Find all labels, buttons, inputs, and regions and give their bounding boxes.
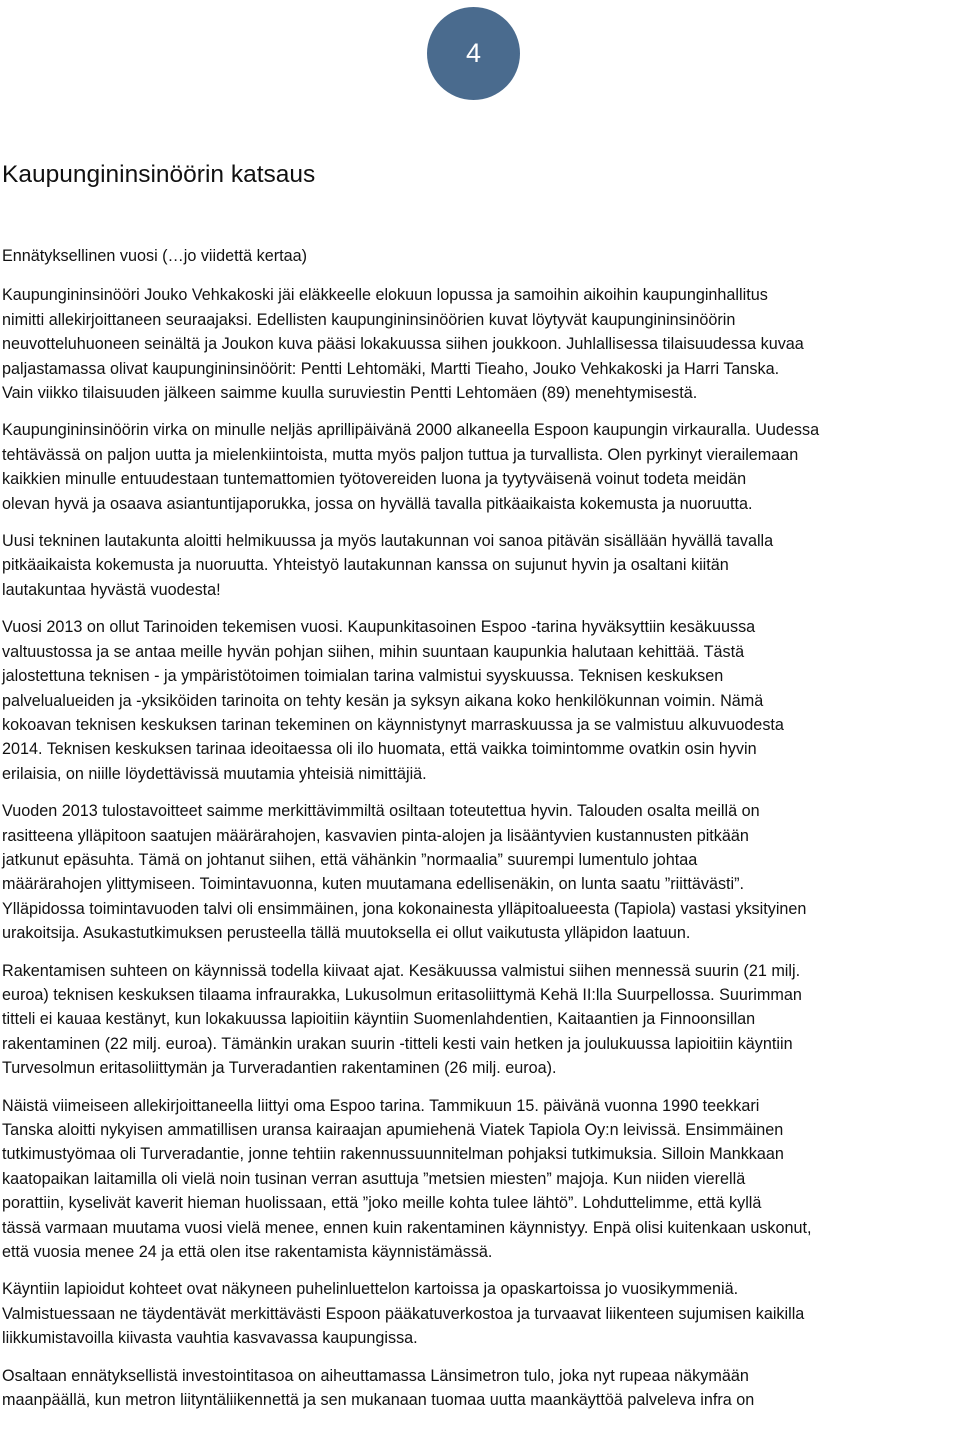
paragraph-line: kaatopaikan laitamilla oli vielä noin tusinan verran asuttuja ”metsien miesten” majoja. Kun niiden vierellä (2, 1169, 746, 1188)
document-body (2, 244, 960, 1425)
paragraph (2, 959, 960, 1081)
paragraph (2, 529, 960, 602)
paragraph-line: paljastamassa olivat kaupungininsinöörit: Pentti Lehtomäki, Martti Tieaho, Jouko Vehkakoski ja Harri Tanska. (2, 359, 780, 378)
paragraph-line: Vuosi 2013 on ollut Tarinoiden tekemisen vuosi. Kaupunkitasoinen Espoo -tarina hyväksyttiin kesäkuussa (2, 618, 756, 637)
paragraph-line: jatkunut epäsuhta. Tämä on johtanut siihen, että vähänkin ”normaalia” suurempi lumentulo johtaa (2, 850, 698, 869)
paragraph-line: Vain viikko tilaisuuden jälkeen saimme kuulla suruviestin Pentti Lehtomäen (89) menehtymisestä. (2, 384, 698, 403)
paragraph-line: euroa) teknisen keskuksen tilaama infraurakka, Lukusolmun eritasoliittymä Kehä II:lla Suurpellossa. Suurimman (2, 985, 802, 1004)
paragraph-line: jalostettuna teknisen - ja ympäristötoimen toimialan tarina valmistui syyskuussa. Teknisen keskuksen (2, 667, 724, 686)
paragraph-line: Käyntiin lapioidut kohteet ovat näkyneen puhelinluettelon kartoissa ja opaskartoissa jo vuosikymmeniä. (2, 1280, 739, 1299)
paragraph (2, 1277, 960, 1350)
paragraph-line: Rakentamisen suhteen on käynnissä todella kiivaat ajat. Kesäkuussa valmistui siihen mennessä suurin (21 milj. (2, 961, 801, 980)
paragraph-line: 2014. Teknisen keskuksen tarinaa ideoitaessa oli ilo huomata, että vaikka toimintomme ovatkin osin hyvin (2, 740, 757, 759)
paragraph (2, 1094, 960, 1265)
paragraph-line: rasitteena ylläpitoon saatujen määrärahojen, kasvavien pinta-alojen ja lisääntyvien kustannusten pitkään (2, 826, 749, 845)
paragraph-line: kokoavan teknisen keskuksen tarinan tekeminen on käynnistynyt marraskuussa ja se valmistuu alkuvuodesta (2, 715, 784, 734)
page-number-badge (427, 7, 520, 100)
paragraph-line: nimitti allekirjoittaneen seuraajaksi. Edellisten kaupungininsinöörien kuvat löytyvät kaupungininsinöörin (2, 310, 736, 329)
paragraph-line: Kaupungininsinööri Jouko Vehkakoski jäi eläkkeelle elokuun lopussa ja samoihin aikoihin kaupunginhallitus (2, 286, 768, 305)
page-title: Kaupungininsinöörin katsaus (2, 161, 316, 188)
paragraph-list (2, 283, 960, 1412)
paragraph-line: neuvotteluhuoneen seinältä ja Joukon kuva pääsi lokakuussa siihen joukkoon. Juhlallisessa tilaisuudessa kuvaa (2, 335, 804, 354)
paragraph (2, 283, 960, 405)
paragraph-line: palvelualueiden ja -yksiköiden tarinoita on tehty kesän ja syksyn aikana koko henkilökunnan voimin. Nämä (2, 691, 764, 710)
paragraph-line: Osaltaan ennätyksellistä investointitasoa on aiheuttamassa Länsimetron tulo, joka nyt rupeaa näkymään (2, 1366, 749, 1385)
paragraph (2, 615, 960, 786)
paragraph-line: Turvesolmun eritasoliittymän ja Turveradantien rakentaminen (26 milj. euroa). (2, 1059, 557, 1078)
paragraph-line: urakoitsija. Asukastutkimuksen perusteella tällä muutoksella ei ollut vaikutusta ylläpidon laatuun. (2, 924, 691, 943)
paragraph-line: Ylläpidossa toimintavuoden talvi oli ensimmäinen, jona kokonainesta ylläpitoalueesta (Tapiola) vastasi yksityinen (2, 899, 807, 918)
paragraph-line: titteli ei kauaa kestänyt, kun lokakuussa lapioitiin käyntiin Suomenlahdentien, Kaitaantien ja Finnoonsillan (2, 1010, 756, 1029)
paragraph-line: valtuustossa ja se antaa meille hyvän pohjan siihen, mihin suuntaan kaupunkia halutaan kehittää. Tästä (2, 642, 745, 661)
paragraph-line: tehtävässä on paljon uutta ja mielenkiintoista, mutta myös paljon tuttua ja turvallista. Olen pyrkinyt vierailemaan (2, 445, 799, 464)
paragraph-line: Uusi tekninen lautakunta aloitti helmikuussa ja myös lautakunnan voi sanoa pitävän sisällään hyvällä tavalla (2, 532, 774, 551)
paragraph-line: kaikkien minulle entuudestaan tuntemattomien työtovereiden luona ja tyytyväisenä voinut todeta meidän (2, 470, 747, 489)
paragraph (2, 1364, 960, 1413)
paragraph (2, 418, 960, 516)
paragraph-line: Kaupungininsinöörin virka on minulle neljäs aprillipäivänä 2000 alkaneella Espoon kaupungin virkauralla. Uudessa (2, 421, 820, 440)
paragraph-line: että vuosia menee 24 ja että olen itse rakentamista käynnistämässä. (2, 1243, 493, 1262)
paragraph (2, 799, 960, 945)
paragraph-line: tässä varmaan muutama vuosi vielä menee, ennen kuin rakentaminen käynnistyy. Enpä olisi kuitenkaan uskonut, (2, 1218, 812, 1237)
paragraph-line: Tanska aloitti nykyisen ammatillisen uransa kairaajan apumiehenä Viatek Tapiola Oy:n leivissä. Ensimmäinen (2, 1121, 784, 1139)
paragraph-line: Näistä viimeiseen allekirjoittaneella liittyi oma Espoo tarina. Tammikuun 15. päivänä vuonna 1990 teekkari (2, 1096, 760, 1115)
paragraph-line: lautakuntaa hyvästä vuodesta! (2, 580, 221, 599)
section-subtitle: Ennätyksellinen vuosi (…jo viidettä kertaa) (2, 247, 308, 265)
paragraph-line: Vuoden 2013 tulostavoitteet saimme merkittävimmiltä osiltaan toteutettua hyvin. Talouden osalta meillä on (2, 802, 760, 821)
paragraph-line: tutkimustyömaa oli Turveradantie, jonne tehtiin rakennussuunnitelman pohjaksi tutkimuksia. Silloin Mankkaan (2, 1145, 784, 1164)
paragraph-line: määrärahojen ylittymiseen. Toimintavuonna, kuten muutamana edellisenäkin, on lunta saatu ”riittävästi”. (2, 875, 745, 894)
paragraph-line: porattiin, kyselivät kaverit hieman huolissaan, että ”joko meille kohta tulee lähtö”. Lohduttelimme, että kyllä (2, 1194, 762, 1213)
paragraph-line: rakentaminen (22 milj. euroa). Tämänkin urakan suurin -titteli kesti vain hetken ja joulukuussa lapioitiin käyntiin (2, 1034, 793, 1053)
paragraph-line: Valmistuessaan ne täydentävät merkittävästi Espoon pääkatuverkostoa ja turvaavat liikenteen sujumisen kaikilla (2, 1304, 805, 1323)
paragraph-line: liikkumistavoilla kiivasta vauhtia kasvavassa kaupungissa. (2, 1329, 418, 1348)
paragraph-line: maanpäällä, kun metron liityntäliikennettä ja sen mukanaan tuomaa uutta maankäyttöä palveleva infra on (2, 1391, 755, 1410)
paragraph-line: erilaisia, on niille löydettävissä muutamia yhteisiä nimittäjiä. (2, 764, 427, 783)
page-number: 4 (465, 38, 482, 68)
paragraph-line: pitkäaikaista kokemusta ja nuoruutta. Yhteistyö lautakunnan kanssa on sujunut hyvin ja osaltani kiitän (2, 556, 729, 575)
paragraph-line: olevan hyvä ja osaava asiantuntijaporukka, jossa on hyvällä tavalla pitkäaikaista kokemusta ja nuoruutta. (2, 494, 753, 513)
